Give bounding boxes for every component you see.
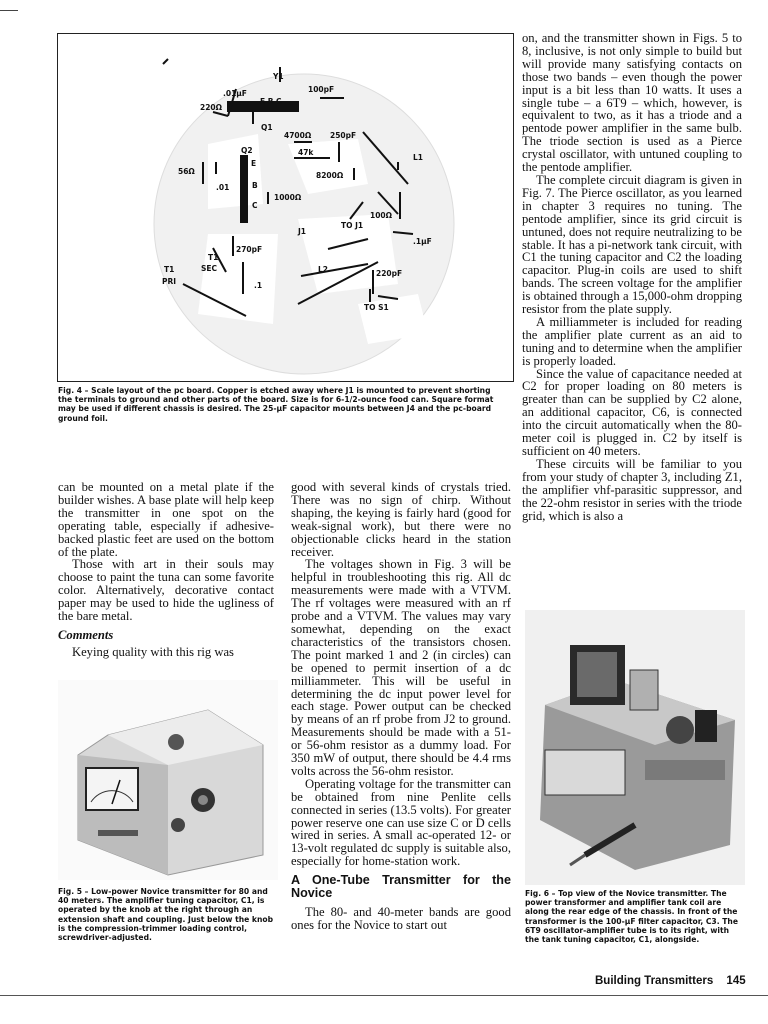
col2-paragraph-2: The voltages shown in Fig. 3 will be helpful in troubleshooting this rig. All dc measurements were made with a VTVM. The rf voltages were measured with an rf probe and a VTVM. The values may vary somewhat, depending on the exact characteristics of the transistors chosen. The point marked 1 and 2 (in circles) can be opened to permit insertion of a dc milliammeter. This will be useful in determining the dc input power level for each stage. Power output can be checked by means of an rf probe from J2 to ground. Measurements should be made with a 51- or 56-ohm resistor as a dummy load. For 350 mW of output, there should be 4.4 rms volts across the 56-ohm resistor. (291, 557, 511, 778)
pc-board-drawing (58, 34, 513, 381)
label-r4700: 4700Ω (284, 131, 312, 140)
label-c01uf: .01µF (223, 89, 247, 98)
label-toj1: TO J1 (341, 221, 364, 230)
label-pri: PRI (162, 277, 177, 286)
label-r47k: 47k (298, 148, 314, 157)
label-r56: 56Ω (178, 167, 195, 176)
label-t1-upper: T1 (208, 253, 219, 262)
one-tube-transmitter-heading: A One-Tube Transmitter for the Novice (291, 873, 511, 901)
label-r220: 220Ω (200, 103, 223, 112)
column-2 (291, 481, 511, 932)
col1-paragraph-1: can be mounted on a metal plate if the builder wishes. A base plate will help keep the transmitter in one spot on the operating table, especially if adhesive-backed plastic feet are used on the bottom of the plate. (58, 480, 274, 559)
col1-paragraph-2: Those with art in their souls may choose to paint the tuna can some favorite color. Alternatively, decorative contact paper may be used to hide the ugliness of the bare metal. (58, 557, 274, 624)
col3-paragraph-3: A milliammeter is included for reading the amplifier plate current as an aid to tuning and to determine when the amplifier is properly loaded. (522, 314, 742, 368)
footer-title: Building Transmitters (595, 975, 714, 987)
figure-5-caption: Fig. 5 – Low-power Novice transmitter for 80 and 40 meters. The amplifier tuning capacitor, C1, is operated by the knob at the right through an extension shaft and coupling. Just below the knob is the compression-trimmer loading control, screwdriver-adjusted. (58, 887, 274, 943)
label-c01: .01 (216, 183, 230, 192)
col3-paragraph-4: Since the value of capacitance needed at C2 for proper loading on 80 meters is greater than can be supplied by C2 alone, an additional capacitor, C6, is connected into the circuit automatically when the 80-meter coil is plugged in. C2 by itself is sufficient on 40 meters. (522, 366, 742, 458)
column-3 (522, 32, 742, 522)
label-y1: Y1 (273, 72, 284, 81)
label-r100: 100Ω (370, 211, 393, 220)
label-sec: SEC (201, 264, 218, 273)
figure-4-pc-board-layout (57, 33, 514, 382)
label-ebc: E B C (260, 97, 282, 106)
label-q1: Q1 (261, 123, 273, 132)
label-r8200: 8200Ω (316, 171, 344, 180)
label-q2: Q2 (241, 146, 253, 155)
label-c1uf: .1µF (413, 237, 432, 246)
bottom-rule (0, 995, 768, 996)
col3-paragraph-1: on, and the transmitter shown in Figs. 5 to 8, inclusive, is not only simple to build but will provide many satisfying contacts on those two bands – even though the power input is a bit less than 10 watts. It uses a single tube – a 6T9 – which, however, is equivalent to two, as it has a triode and a pentode power amplifier in the same bulb. The triode section is used as a Pierce crystal oscillator, with untuned coupling to the pentode amplifier. (522, 31, 742, 175)
figure-6-photo (525, 610, 745, 885)
col3-paragraph-2: The complete circuit diagram is given in Fig. 7. The Pierce oscillator, as you learned in chapter 3 requires no tuning. The pentode amplifier, since its grid circuit is untuned, does not require neutralizing to be stable. It has a pi-network tank circuit, with C1 the tuning capacitor and C2 the loading capacitor. Plug-in coils are used to shift bands. The screen voltage for the amplifier is obtained through a 15,000-ohm dropping resistor from the plate supply. (522, 172, 742, 317)
label-c: C (252, 201, 258, 210)
label-r1000: 1000Ω (274, 193, 302, 202)
label-c250pf: 250pF (330, 131, 357, 140)
label-l1: L1 (413, 153, 423, 162)
comments-heading: Comments (58, 627, 114, 642)
label-tos1: TO S1 (364, 303, 389, 312)
label-c270pf: 270pF (236, 245, 263, 254)
col2-paragraph-3: Operating voltage for the transmitter can be obtained from nine Penlite cells connected in series (13.5 volts). For greater power reserve one can use size C or D cells wired in series. A small ac-operated 12- or 13-volt regulated dc supply is suitable also, especially for home-station work. (291, 776, 511, 869)
col3-paragraph-5: These circuits will be familiar to you from your study of chapter 3, including Z1, the amplifier vhf-parasitic suppressor, and the 22-ohm resistor in series with the triode grid, which is also a (522, 456, 742, 523)
label-c220pf: 220pF (376, 269, 403, 278)
figure-6-caption: Fig. 6 – Top view of the Novice transmitter. The power transformer and amplifier tank coil are along the rear edge of the chassis. In front of the transformer is the 100-µF filter capacitor, C3. The 6T9 oscillator-amplifier tube is to its right, with the tank tuning capacitor, C1, alongside. (525, 889, 738, 945)
page-number: 145 (726, 975, 746, 987)
label-t1: T1 (164, 265, 175, 274)
corner-mark (0, 10, 18, 11)
page-footer (595, 975, 746, 987)
label-c100pf: 100pF (308, 85, 335, 94)
label-j1: J1 (298, 227, 307, 236)
figure-4-caption: Fig. 4 – Scale layout of the pc board. Copper is etched away where J1 is mounted to prevent shorting the terminals to ground and other parts of the board. Size is for 6-1/2-ounce food can. Square format may be used if different chassis is desired. The 25-µF capacitor mounts between J4 and the pc-board ground foil. (58, 386, 494, 423)
figure-5-photo (58, 680, 278, 880)
label-c1: .1 (254, 281, 263, 290)
label-e: E (251, 159, 257, 168)
col1-paragraph-3: Keying quality with this rig was (72, 644, 234, 659)
col2-paragraph-1: good with several kinds of crystals tried. There was no sign of chirp. Without shaping, the keying is fairly hard (good for weak-signal work), but there were no objectionable clicks heard in the station receiver. (291, 480, 511, 559)
label-l2: L2 (318, 265, 328, 274)
label-b: B (252, 181, 258, 190)
col2-paragraph-4: The 80- and 40-meter bands are good ones for the Novice to start out (291, 905, 511, 933)
column-1 (58, 481, 274, 659)
